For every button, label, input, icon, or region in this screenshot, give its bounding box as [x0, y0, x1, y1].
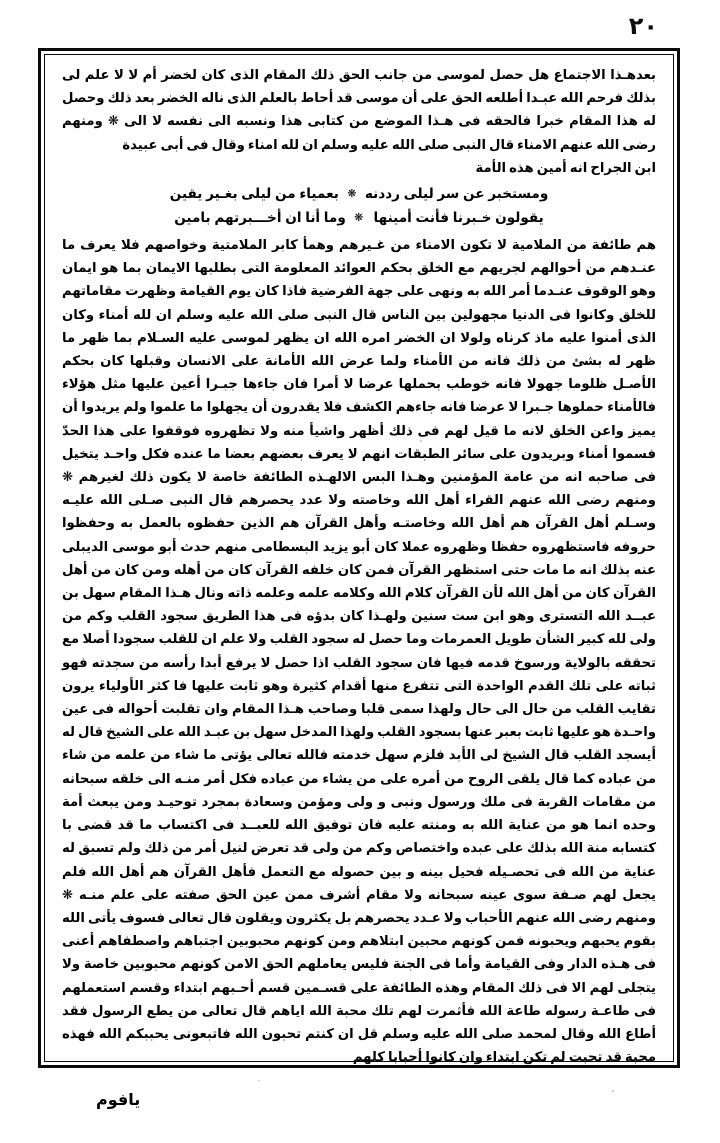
text-line: لم تكن ابتداء وان كانوا أحبابا كلهم	[352, 1050, 566, 1066]
text-line: الله وخاصته ولا عدد يحصرهم قال النبى صـلى الله عليـه وسـلم أهل القرآن هم أهل الله وخاصتـه وأهل القرآن هم الذين	[62, 493, 657, 532]
text-line: وحده انما هو من عناية الله به ومنته عليه فان توفيق الله للعبــد فى اكتساب ما قد قضى با كتسابه منة الله بذلك على	[62, 818, 657, 857]
text-line: فالله تعالى يؤتى ما شاء من علمه من شاء من عباده كما قال يلقى الروح من أمره على من يشاء من عباده فكل أمر	[62, 748, 656, 787]
hemistich-second: وما أنا ان أخـــبرتهم بامين	[174, 209, 346, 226]
text-line: بذلك انه ما مات حتى استظهر القرآن فمن كان خلفه القرآن كان من أهله ومن كان من أهل القرآن كان من أهل الله	[62, 562, 657, 602]
hemistich-first: يقولون خـبرنا فأنت أمينها	[373, 209, 544, 226]
hemistich-second: بعمياء من ليلى بغـير يقين	[169, 186, 339, 203]
catchword: يافوم	[96, 1090, 141, 1109]
text-line: ابن الجراح انه أمين هذه الأمة	[475, 160, 656, 176]
text-line: قسـمين قسم أحـبهم ابتداء وقسم استعملهم فى طاعـة رسوله طاعة الله فأثمرت لهم تلك محبة الله اياهم قال تعالى من يطع	[62, 980, 656, 1019]
text-line: لجريهم مع الخلق بحكم العوائد المعلومة التى بطلبها الايمان بما هو ايمان وهو الوقوف عنـدما أمر الله به ونهى على جهة	[62, 261, 656, 300]
text-line: هم طائفة من الملامية لا تكون الامناء من غـيرهم وهمأ كابر الملامتية وخواصهم فلا يعرف ما عنـدهم من أحوالهم	[62, 238, 657, 277]
text-line: حال الى حال ولهذا سمى قلبا وصاحب هـذا المقام وان تقلبت أحواله فى عين واحـدة هو عليها ثابت بعبر عنها بسجود	[62, 702, 657, 741]
text-block	[52, 58, 666, 1066]
text-line: منـه الى خلقه سبحانه من مقامات القربة فى ملك ورسول ونبى و ولى ومؤمن وسعادة بمجرد توحيـد ومن يبعث أمة	[62, 771, 656, 810]
text-line: أطلعه الحق على أن موسى قد أحاط بالعلم الذى ناله الخضر بعد ذلك وحصل له هذا المقام خبرا فالحقه فى هـذا الموضع من	[62, 91, 656, 130]
verse-line	[62, 207, 656, 231]
text-line: بقوم يحبهم ويحبونه فمن كونهم محبين ابتلاهم ومن كونهم محبوبين اجتباهم واصطفاهم أعنى فى هـذه الدار وفى	[62, 934, 657, 973]
text-line: على هذا الحدّ فسموا أمناء وبريدون على سائر الطبقات انهم لا يعرف بعضهم بعضا ما عنده فكل واحـد يتخيل فى	[62, 423, 656, 486]
text-line: عبده واختصاص وكم من ولى قد تعرض لنيل أمر من ذلك ولم تسبق له عناية من الله فى تحصـيله فحيل بينه و بين حصوله	[62, 841, 656, 880]
paragraph-opening	[62, 64, 656, 180]
text-line: كان بدؤه فى هذا الطريق سجود القلب وكم من ولى لله كبير الشأن طويل العمرمات وما حصل له سجود القلب ولا علم	[62, 609, 656, 648]
text-line: ان لله أمناء وكان الذى أمنوا عليه ماذ كرناه ولولا ان الخضر امره الله ان يظهر لموسى عليه السـلام بما ظهر ما ظهر له	[62, 307, 656, 370]
verse-line	[62, 183, 656, 207]
paragraph-main	[62, 234, 656, 1069]
text-line: بشئ من ذلك فانه من الأمناء ولما عرض الله الأمانة على الانسان وقبلها كان بحكم الأصـل ظلوما جهولا فانه خوطب	[62, 354, 656, 393]
text-line: يقدرون أن يجهلوا ما علموا ولم يريدوا أن يميز واعن الخلق لانه ما قيل لهم فى ذلك أظهر واشيأ منه ولا تظهروه فوقفوا	[62, 400, 657, 439]
paper-speck	[612, 1090, 614, 1092]
text-line: الفرضية فاذا كان يوم القيامة وظهرت مقاماتهم للخلق وكانوا فى الدنيا مجهولين بين الناس قال النبى صلى الله عليه وسلم	[62, 284, 656, 323]
text-line: القيامة وأما فى الجنة فليس يعاملهم الحق الامن كونهم محبوبين خاصة ولا يتجلى لهم الا فى ذلك المقام وهذه الطائفة على	[62, 957, 656, 996]
paper-speck	[258, 1080, 260, 1081]
text-line: القلب ولهذا المدخل سهل بن عبـد الله على الشيخ قال له أيسجد القلب قال الشيخ لى الأبد فلزم سهل خدمته	[62, 725, 656, 764]
text-line: على علم منـه ❋ ومنهم رضى الله عنهم الأحباب ولا عـدد يحصرهم بل يكثرون ويقلون قال تعالى فسوف يأتى الله	[62, 887, 656, 926]
verse-separator-icon: ❋	[347, 187, 357, 201]
text-line: كتابى هذا ونسبه الى نفسه لا الى ❋ ومنهم رضى الله عنهم الامناء قال النبى صلى الله عليه وسلم ان لله امناء وقال فى أبى عبيدة	[62, 114, 656, 153]
verse-separator-icon: ❋	[354, 210, 364, 224]
text-line: بعدهـذا الاجتماع هل حصل لموسى من جانب الحق ذلك المقام الذى كان لخضر أم لا لا علم لى بذلك فرحم الله عبـدا	[62, 68, 656, 107]
text-line: فهو ثباته على تلك القدم الواحدة التى تتفرع منها أقدام كثيرة وهو ثابت عليها فا كثر الأولياء يرون تقايب القلب من	[62, 655, 656, 718]
text-line: بحملها عرضا لا أمرا فان جاءها جبـرا أعين عليها مثل هؤلاء فالأمناء حملوها جـبرا لا عرضا فانه جاءهم الكشف فلا	[62, 377, 657, 416]
text-line: الرسول فقد أطاع الله وقال لمحمد صلى الله عليه وسلم قل ان كنتم تحبون الله فاتبعونى يحببكم الله فهذه محبة قد تحبت	[62, 1003, 656, 1066]
text-line: ان للقلب سجودا أصلا مع تحققه بالولاية ورسوخ قدمه فيها فان سجود القلب اذا حصل لا يرفع أبدا رأسه من سجدته	[62, 632, 657, 671]
text-line: مع التعمل فأهل القرآن هم أهل الله فلم يجعل لهم صـفة سوى عينه سبحانه ولا مقام أشرف ممن عين الحق صفته	[62, 864, 656, 903]
text-line: صاحبه انه من عامة المؤمنين وهـذا البس الالهـذه الطائفة خاصة لا يكون ذلك لغيرهم ❋ ومنهم رضى الله عنهم القراء أهل	[62, 470, 656, 509]
hemistich-first: ومستخبر عن سر ليلى رددنه	[364, 186, 549, 203]
text-line: لأن القرآن كلام الله وكلامه علمه وعلمه ذاته ونال هـذا المقام سهل بن عبــد الله التسترى وهو ابن ست سنين ولهـذا	[62, 586, 656, 625]
page-number: ٢٠	[628, 12, 658, 40]
text-line: حفظوه بالعمل به وحفظوا حروفه فاستظهروه حفظا وظهروه عملا كان أبو يزيد البسطامى منهم حدث أبو موسى الديبلى عنه	[62, 516, 657, 578]
poem-block	[62, 183, 656, 230]
